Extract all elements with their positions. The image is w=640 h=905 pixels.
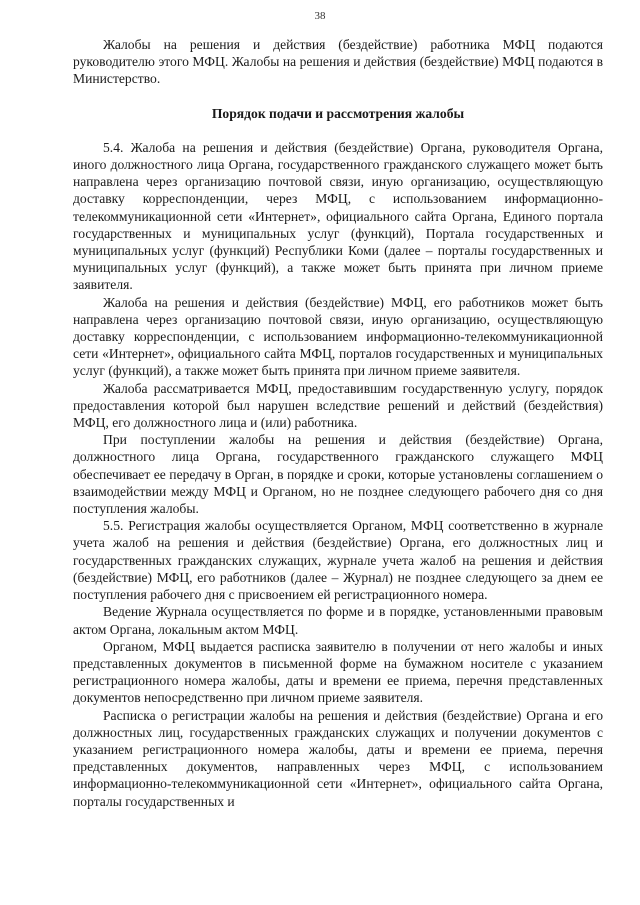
paragraph-complaints-mfc-worker: Жалобы на решения и действия (бездействие) работника МФЦ подаются руководителю этого МФЦ. Жалобы на решения и действия (бездействие) МФЦ подаются в Министерство. [73,37,603,87]
paragraph-complaint-review: Жалоба рассматривается МФЦ, предоставившим государственную услугу, порядок предоставления которой был нарушен вследствие решений и действий (бездействия) МФЦ, его должностного лица и (или) работника. [73,380,603,431]
page-number: 38 [314,10,326,22]
paragraph-receipt-registration: Расписка о регистрации жалобы на решения и действия (бездействие) Органа и его должностных лиц, государственных гражданских служащих и получении документов с указанием регистрационного номера жалобы, даты и времени ее приема, перечня представленных документов, направленных через МФЦ, с использованием информационно-телекоммуникационной сети «Интернет», официального сайта Органа, порталы государственных и [73,707,603,809]
document-body [73,36,603,810]
section-heading: Порядок подачи и рассмотрения жалобы [211,105,465,121]
paragraph-complaint-mfc-channels: Жалоба на решения и действия (бездействие) МФЦ, его работников может быть направлена через организацию почтовой связи, иную организацию, осуществляющую доставку корреспонденции, с использованием информационно-телекоммуникационной сети «Интернет», официального сайта МФЦ, порталов государственных и муниципальных услуг (функций), а также может быть принята при личном приеме заявителя. [73,294,603,379]
paragraph-receipt: Органом, МФЦ выдается расписка заявителю в получении от него жалобы и иных представленных документов в письменной форме на бумажном носителе с указанием регистрационного номера жалобы, даты и времени ее приема, перечня представленных документов непосредственно при личном приеме заявителя. [73,638,603,706]
paragraph-journal: Ведение Журнала осуществляется по форме и в порядке, установленными правовым актом Органа, локальным актом МФЦ. [73,604,603,637]
paragraph-5-5: 5.5. Регистрация жалобы осуществляется Органом, МФЦ соответственно в журнале учета жалоб на решения и действия (бездействие) Органа, его должностных лиц и государственных гражданских служащих, журнале учета жалоб на решения и действия (бездействие) МФЦ, его работников (далее – Журнал) не позднее следующего за днем ее поступления рабочего дня с присвоением ей регистрационного номера. [73,518,603,603]
paragraph-5-4: 5.4. Жалоба на решения и действия (бездействие) Органа, руководителя Органа, иного должностного лица Органа, государственного гражданского служащего может быть направлена через организацию почтовой связи, иную организацию, осуществляющую доставку корреспонденции, через МФЦ, с использованием информационно-телекоммуникационной сети «Интернет», официального сайта Органа, Единого портала государственных и муниципальных услуг (функций), Портала государственных и муниципальных услуг (функций) Республики Коми (далее – порталы государственных и муниципальных услуг (функций), а также может быть принята при личном приеме заявителя. [73,139,603,293]
paragraph-complaint-transfer: При поступлении жалобы на решения и действия (бездействие) Органа, должностного лица Органа, государственного гражданского служащего МФЦ обеспечивает ее передачу в Орган, в порядке и сроки, которые установлены соглашением о взаимодействии между МФЦ и Органом, но не позднее следующего рабочего дня со дня поступления жалобы. [73,432,603,517]
